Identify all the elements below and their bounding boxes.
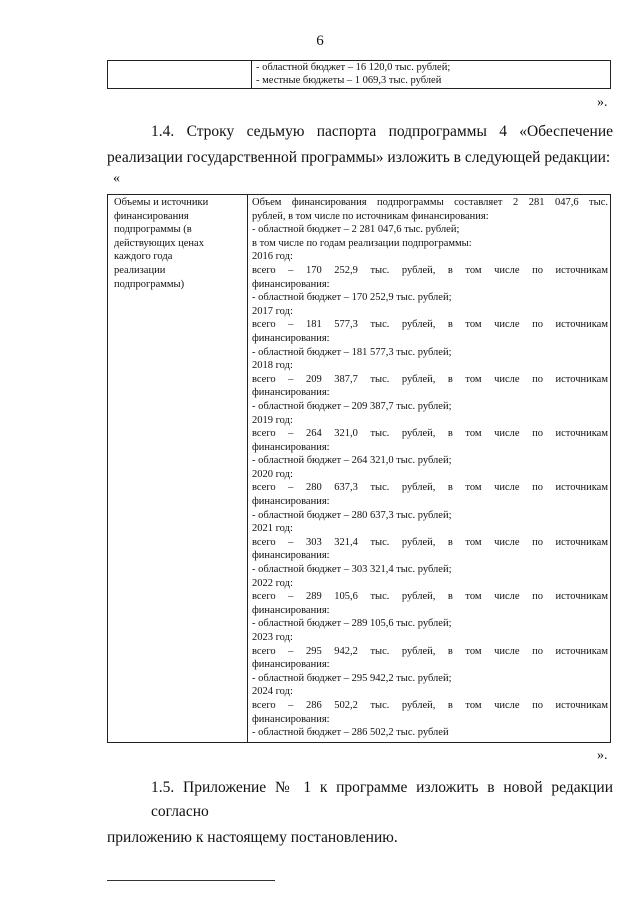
year-label: 2022 год: [252, 577, 293, 589]
year-label: 2018 год: [252, 360, 293, 372]
year-label: 2020 год: [252, 468, 293, 480]
year-financing-line: финансирования: [252, 713, 330, 725]
local-budget-line: - местные бюджеты – 1 069,3 тыс. рублей [256, 75, 442, 86]
label-line: каждого года [114, 251, 173, 263]
label-line: действующих ценах [114, 237, 204, 249]
label-line: реализации [114, 264, 166, 276]
regional-budget-line: - областной бюджет – 16 120,0 тыс. рублей; [256, 62, 451, 73]
year-regional-line: - областной бюджет – 289 105,6 тыс. рублей; [252, 618, 452, 630]
opening-quote: « [113, 171, 120, 186]
section-1-4-paragraph [107, 120, 613, 170]
label-line: финансирования [114, 210, 189, 222]
year-financing-line: финансирования: [252, 278, 330, 290]
budget-continuation-table [107, 60, 611, 89]
section-1-5-paragraph [107, 776, 613, 850]
year-financing-line: финансирования: [252, 659, 330, 671]
intro-line: Объем финансирования подпрограммы составляет 2 281 047,6 тыс. [252, 197, 608, 208]
year-total-line: всего – 286 502,2 тыс. рублей, в том числе по источникам [252, 699, 608, 711]
intro-line: в том числе по годам реализации подпрограммы: [252, 237, 472, 249]
intro-line: - областной бюджет – 2 281 047,6 тыс. рублей; [252, 224, 460, 236]
year-financing-line: финансирования: [252, 387, 330, 399]
paragraph-line: приложению к настоящему постановлению. [107, 829, 398, 846]
label-line: подпрограммы) [114, 278, 185, 290]
year-total-line: всего – 181 577,3 тыс. рублей, в том числе по источникам [252, 319, 608, 331]
label-line: Объемы и источники [114, 197, 209, 208]
year-regional-line: - областной бюджет – 303 321,4 тыс. рублей; [252, 564, 452, 576]
year-financing-line: финансирования: [252, 604, 330, 616]
year-total-line: всего – 280 637,3 тыс. рублей, в том числе по источникам [252, 482, 608, 494]
table-column-divider [247, 195, 248, 742]
year-label: 2021 год: [252, 523, 293, 535]
year-regional-line: - областной бюджет – 295 942,2 тыс. рублей; [252, 672, 452, 684]
year-label: 2016 год: [252, 251, 293, 263]
year-total-line: всего – 170 252,9 тыс. рублей, в том числе по источникам [252, 264, 608, 276]
year-regional-line: - областной бюджет – 264 321,0 тыс. рублей; [252, 455, 452, 467]
intro-line: рублей, в том числе по источникам финансирования: [252, 210, 489, 222]
year-total-line: всего – 209 387,7 тыс. рублей, в том числе по источникам [252, 373, 608, 385]
table-column-divider [251, 61, 252, 88]
label-line: подпрограммы (в [114, 224, 192, 236]
year-label: 2017 год: [252, 305, 293, 317]
paragraph-line: 1.5. Приложение № 1 к программе изложить в новой редакции согласно [151, 779, 613, 820]
funding-label-cell [114, 196, 242, 291]
paragraph-line: 1.4. Строку седьмую паспорта подпрограммы 4 «Обеспечение [151, 123, 613, 140]
budget-continuation-cell [256, 61, 450, 87]
year-label: 2023 год: [252, 632, 293, 643]
funding-value-cell [252, 196, 608, 740]
year-financing-line: финансирования: [252, 496, 330, 508]
year-total-line: всего – 289 105,6 тыс. рублей, в том числе по источникам [252, 591, 608, 603]
year-total-line: всего – 264 321,0 тыс. рублей, в том числе по источникам [252, 428, 608, 440]
page-number: 6 [316, 33, 324, 49]
funding-table [107, 194, 611, 743]
year-regional-line: - областной бюджет – 280 637,3 тыс. рублей; [252, 509, 452, 521]
year-regional-line: - областной бюджет – 286 502,2 тыс. рублей [252, 727, 449, 739]
year-financing-line: финансирования: [252, 550, 330, 562]
year-label: 2024 год: [252, 686, 293, 698]
year-total-line: всего – 295 942,2 тыс. рублей, в том числе по источникам [252, 645, 608, 657]
year-regional-line: - областной бюджет – 209 387,7 тыс. рублей; [252, 400, 452, 412]
footnote-divider [107, 880, 275, 881]
closing-quote: ». [597, 95, 608, 110]
closing-quote: ». [597, 748, 608, 763]
paragraph-line: реализации государственной программы» изложить в следующей редакции: [107, 149, 611, 166]
year-regional-line: - областной бюджет – 181 577,3 тыс. рублей; [252, 346, 452, 358]
year-total-line: всего – 303 321,4 тыс. рублей, в том числе по источникам [252, 536, 608, 548]
year-label: 2019 год: [252, 414, 293, 426]
year-financing-line: финансирования: [252, 332, 330, 344]
year-financing-line: финансирования: [252, 441, 330, 453]
year-regional-line: - областной бюджет – 170 252,9 тыс. рублей; [252, 292, 452, 304]
